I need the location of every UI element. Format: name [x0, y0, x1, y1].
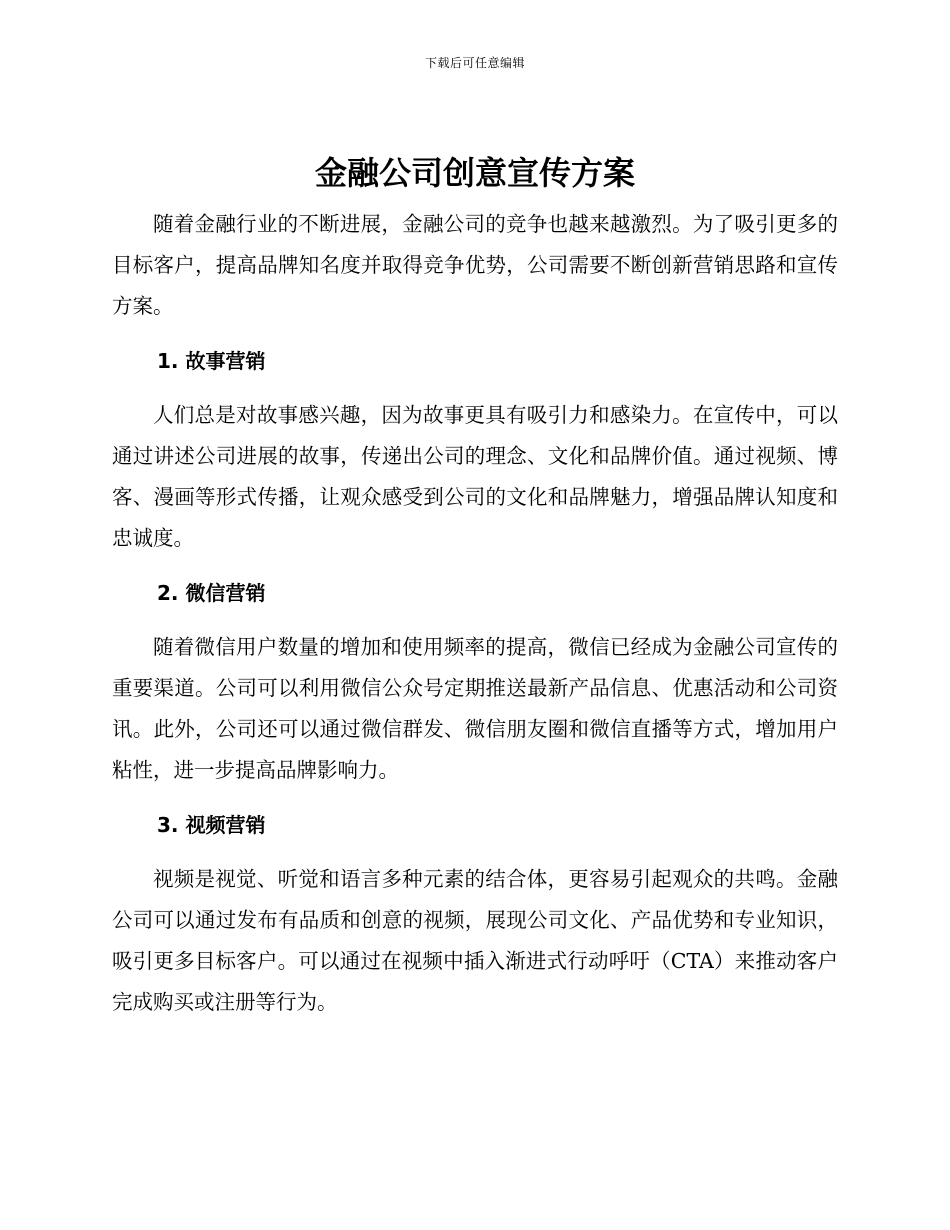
section-heading: 3. 视频营销	[157, 813, 266, 837]
section-story-marketing	[112, 345, 838, 559]
section-heading: 1. 故事营销	[157, 349, 266, 373]
document-content	[112, 150, 838, 1023]
section-heading: 2. 微信营销	[157, 581, 266, 605]
section-body: 随着微信用户数量的增加和使用频率的提高，微信已经成为金融公司宣传的重要渠道。公司可以利用微信公众号定期推送最新产品信息、优惠活动和公司资讯。此外，公司还可以通过微信群发、微信朋友圈和微信直播等方式，增加用户粘性，进一步提高品牌影响力。	[112, 635, 838, 782]
section-body: 人们总是对故事感兴趣，因为故事更具有吸引力和感染力。在宣传中，可以通过讲述公司进展的故事，传递出公司的理念、文化和品牌价值。通过视频、博客、漫画等形式传播，让观众感受到公司的文化和品牌魅力，增强品牌认知度和忠诚度。	[112, 403, 838, 550]
header-note: 下载后可任意编辑	[424, 56, 525, 70]
section-video-marketing	[112, 809, 838, 1023]
section-wechat-marketing	[112, 577, 838, 791]
document-title: 金融公司创意宣传方案	[314, 154, 635, 192]
section-body: 视频是视觉、听觉和语言多种元素的结合体，更容易引起观众的共鸣。金融公司可以通过发布有品质和创意的视频，展现公司文化、产品优势和专业知识，吸引更多目标客户。可以通过在视频中插入渐进式行动呼吁（CTA）来推动客户完成购买或注册等行为。	[112, 867, 838, 1014]
intro-paragraph: 随着金融行业的不断进展，金融公司的竞争也越来越激烈。为了吸引更多的目标客户，提高品牌知名度并取得竞争优势，公司需要不断创新营销思路和宣传方案。	[112, 212, 838, 318]
